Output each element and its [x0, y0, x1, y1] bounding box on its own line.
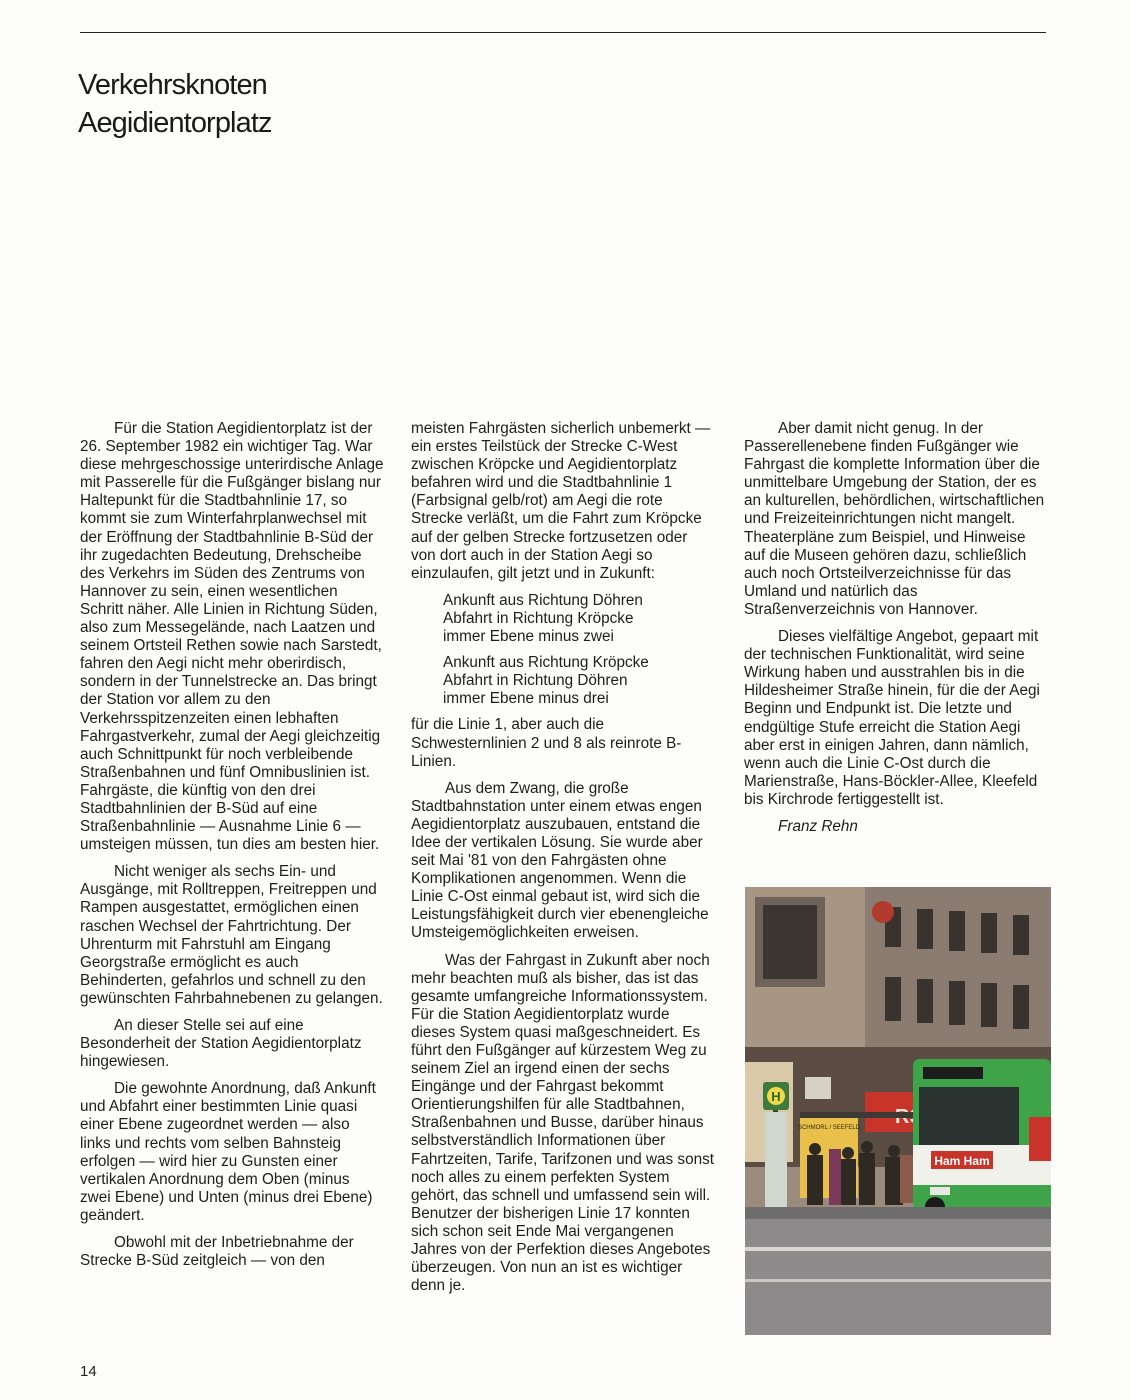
bus-advert-text: Ham Ham — [934, 1154, 990, 1168]
schedule-line: Abfahrt in Richtung Kröpcke — [443, 609, 634, 627]
paragraph: Was der Fahrgast in Zukunft aber noch mehr beachten muß als bisher, das ist das gesamte umfangreiche Informationssystem. Für die Station Aegidientorplatz wurde dieses System quasi maßgeschneidert. Es führt den Fußgänger auf kürzestem Weg zu seinem Ziel an irgend einen der sechs Eingänge und der Fahrgast bekommt Orientierungshilfen für alle Stadtbahnen, Straßenbahnen und Busse, darüber hinaus selbstverständlich Informationen über Fahrtzeiten, Tarife, Tarifzonen und was sonst noch alles zu einem perfekten System gehört, das schnell und umfassend sein will. Benutzer der bisherigen Linie 17 konnten sich schon seit Ende Mai vergangenen Jahres von der Perfektion dieses Angebotes überzeugen. Von nun an ist es wichtiger denn je. — [411, 951, 714, 1295]
paragraph: An dieser Stelle sei auf eine Besonderheit der Station Aegidientorplatz hingewiesen. — [80, 1017, 362, 1071]
schedule-block-level-3 — [443, 654, 715, 708]
paragraph: Die gewohnte Anordnung, daß Ankunft und Abfahrt einer bestimmten Linie quasi einer Ebene zugeordnet werden — also links und rechts vom selben Bahnsteig erfolgen — wird hier zu Gunsten einer vertikalen Anordnung dem Oben (minus zwei Ebene) und Unten (minus drei Ebene) geändert. — [80, 1080, 376, 1224]
schedule-line: immer Ebene minus zwei — [443, 628, 614, 646]
paragraph: für die Linie 1, aber auch die Schwesternlinien 2 und 8 als reinrote B-Linien. — [411, 716, 682, 770]
paragraph: Dieses vielfältige Angebot, gepaart mit der technischen Funktionalität, wird seine Wirkung haben und ausstrahlen bis in die Hildesheimer Straße hinein, für die der Aegi Beginn und Endpunkt ist. Die letzte und endgültige Stufe erreicht die Station Aegi aber erst in einigen Jahren, dann nämlich, wenn auch die Linie C-Ost durch die Marienstraße, Hans-Böckler-Allee, Kleefeld bis Kirchrode fertiggestellt ist. — [744, 628, 1040, 808]
text-column-3 — [744, 420, 1048, 845]
paragraph: meisten Fahrgästen sicherlich unbemerkt — ein erstes Teilstück der Strecke C-West zwischen Kröpcke und Aegidientorplatz befahren wird und die Stadtbahnlinie 1 (Farbsignal gelb/rot) am Aegi die rote Strecke verläßt, um die Fahrt zum Kröpcke auf der gelben Strecke fortzusetzen oder von dort auch in der Station Aegi so einzulaufen, gilt jetzt und in Zukunft: — [411, 420, 711, 582]
title-line-2: Aegidientorplatz — [78, 107, 272, 139]
title-line-1: Verkehrsknoten — [78, 69, 267, 101]
schedule-block-level-2 — [443, 592, 715, 646]
shelter-sign: SCHMORL / SEEFELD — [797, 1125, 861, 1131]
page-title — [78, 66, 272, 142]
paragraph: Für die Station Aegidientorplatz ist der 26. September 1982 ein wichtiger Tag. War diese mehrgeschossige unterirdische Anlage mit Passerelle für die Fußgänger bislang nur Haltepunkt für die Stadtbahnlinie 17, so kommt sie zum Winterfahrplanwechsel mit der Eröffnung der Stadtbahnlinie B-Süd der ihr zugedachten Bedeutung, Drehscheibe des Verkehrs im Süden des Zentrums von Hannover zu sein, einen wesentlichen Schritt näher. Alle Linien in Richtung Süden, also zum Messegelände, nach Laatzen und seinem Ortsteil Rethen sowie nach Sarstedt, fahren den Aegi nicht mehr oberirdisch, sondern in der Tunnelstrecke an. Das bringt der Station vor allem zu den Verkehrsspitzenzeiten einen lebhaften Fahrgastverkehr, zumal der Aegi gleichzeitig auch Schnittpunkt für noch verbleibende Straßenbahnen und fünf Omnibuslinien ist. Fahrgäste, die künftig von den drei Stadtbahnlinien der B-Süd auf eine Straßenbahnlinie — Ausnahme Linie 6 — umsteigen müssen, tun dies am besten hier. — [80, 420, 384, 854]
station-photo — [745, 887, 1051, 1335]
paragraph: Aber damit nicht genug. In der Passerellenebene finden Fußgänger wie Fahrgast die komplette Information über die unmittelbare Umgebung der Station, der es an kulturellen, behördlichen, wirtschaftlichen und Freizeiteinrichtungen nicht mangelt. Theaterpläne zum Beispiel, und Hinweise auf die Museen gehören dazu, schließlich auch noch Ortsteilverzeichnisse für das Umland und natürlich das Straßenverzeichnis von Hannover. — [744, 420, 1045, 618]
author-credit: Franz Rehn — [778, 817, 858, 835]
schedule-line: immer Ebene minus drei — [443, 690, 609, 708]
top-rule — [80, 32, 1046, 33]
page-number: 14 — [80, 1363, 97, 1380]
schedule-line: Abfahrt in Richtung Döhren — [443, 672, 628, 690]
text-column-2 — [411, 420, 715, 1304]
paragraph: Aus dem Zwang, die große Stadtbahnstation unter einem etwas engen Aegidientorplatz auszubauen, entstand die Idee der vertikalen Lösung. Sie wurde aber seit Mai '81 von den Fahrgästen ohne Komplikationen angenommen. Wenn die Linie C-Ost einmal gebaut ist, wird sich die Leistungsfähigkeit durch vier ebenengleiche Umsteigemöglichkeiten erweisen. — [411, 779, 709, 942]
paragraph: Nicht weniger als sechs Ein- und Ausgänge, mit Rolltreppen, Freitreppen und Rampen ausgestattet, ermöglichen einen raschen Wechsel der Fahrtrichtung. Der Uhrenturm mit Fahrstuhl am Eingang Georgstraße ermöglicht es auch Behinderten, gefahrlos und schnell zu den gewünschten Fahrbahnebenen zu gelangen. — [80, 863, 383, 1007]
paragraph: Obwohl mit der Inbetriebnahme der Strecke B-Süd zeitgleich — von den — [80, 1234, 354, 1270]
schedule-line: Ankunft aus Richtung Döhren — [443, 591, 643, 609]
schedule-line: Ankunft aus Richtung Kröpcke — [443, 654, 649, 672]
platform-schedule — [443, 592, 715, 709]
text-column-1 — [80, 420, 384, 1279]
stop-letter: H — [771, 1089, 781, 1104]
